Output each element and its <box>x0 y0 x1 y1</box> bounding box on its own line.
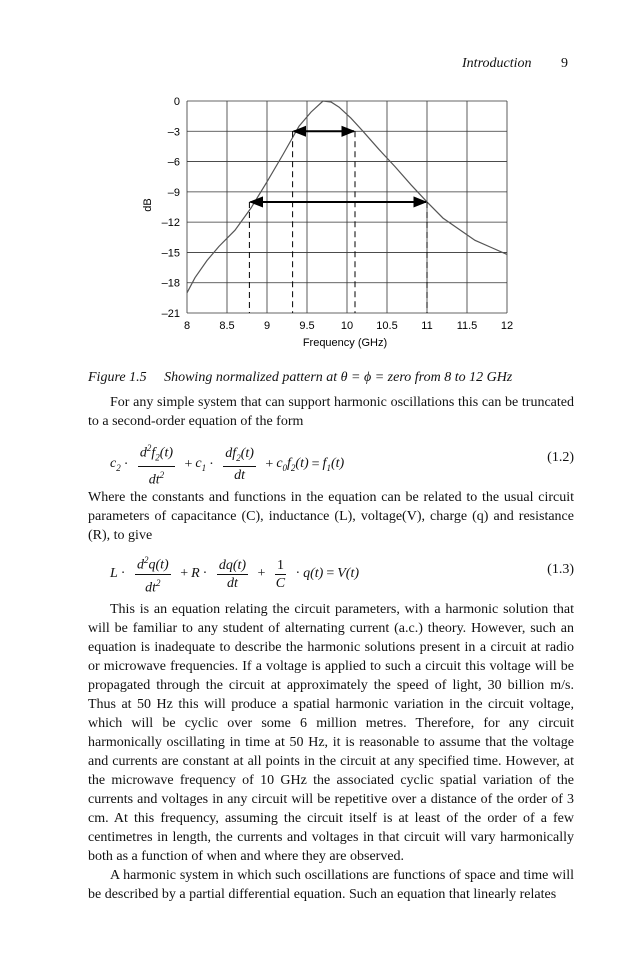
equation-1-2: $c_2$ · $\frac{d^2f_2(t)}{dt^2}$ + $c_1$ · $\frac{df_2(t)}{dt}$ + $c_0f_2(t) = f_1(t)$ (1.2) <box>110 440 574 480</box>
x-tick-label: 9.5 <box>299 320 315 332</box>
page-number: 9 <box>561 56 568 71</box>
x-tick-label: 8.5 <box>219 320 235 332</box>
y-tick-label: –12 <box>161 217 180 230</box>
y-tick-label: –9 <box>167 186 180 199</box>
x-tick-label: 10 <box>340 320 354 332</box>
y-tick-label: –3 <box>167 126 180 139</box>
y-tick-label: –15 <box>161 247 180 260</box>
running-head-title: Introduction <box>462 56 532 71</box>
equation-number-1-2: (1.2) <box>547 450 574 465</box>
frequency-response-chart <box>0 0 638 360</box>
paragraph-4: A harmonic system in which such oscillations are functions of space and time will be described by a partial differential equation. Such an equation that linearly relates <box>88 868 574 902</box>
x-tick-label: 9 <box>263 320 271 332</box>
x-tick-label: 11 <box>421 320 433 332</box>
figure-label: Figure 1.5 <box>88 370 147 385</box>
paragraph-1: For any simple system that can support harmonic oscillations this can be truncated to a second-order equation of the form <box>88 395 574 429</box>
y-tick-label: 0 <box>173 96 180 108</box>
equation-1-3: L · $\frac{d^2q(t)}{dt^2}$ + R · $\frac{dq(t)}{dt}$ + $\frac{1}{C}$ · q(t) = V(t) (1.3) <box>110 552 574 592</box>
chart-grid <box>187 101 507 313</box>
paragraph-3: This is an equation relating the circuit parameters, with a harmonic solution that will be familiar to any student of alternating current (a.c.) theory. However, such an equation is inadequate to describe the harmonic solutions present in a circuit at radio or microwave frequencies. If a voltage is applied to such a circuit this voltage will be propagated through the circuit at approximately the speed of light, 30 billion m/s. Thus at 50 Hz this will produce a spatial harmonic variation in the circuit voltage, which will be cyclic over some 6 million metres. Therefore, for any circuit harmonically oscillating in time at 50 Hz, it is reasonable to assume that the voltage and currents are constant at all points in the circuit at any specified time. However, at the microwave frequency of 10 GHz the associated cyclic spatial variation of the currents and voltages in any circuit will be repetitive over a distance of the order of 3 cm. At this frequency, assuming the circuit itself is at least of the order of a few centimetres in length, the currents and voltages in that circuit will vary harmonically both as a function of when and where they are observed. <box>88 602 574 864</box>
x-tick-labels <box>184 320 513 332</box>
y-tick-label: –21 <box>161 308 180 320</box>
figure-caption <box>88 370 512 386</box>
x-tick-label: 12 <box>500 320 514 332</box>
y-tick-labels <box>162 96 180 320</box>
y-axis-label: dB <box>142 198 154 212</box>
figure-caption-text: Showing normalized pattern at θ = ϕ = zero from 8 to 12 GHz <box>164 370 513 385</box>
x-axis-label: Frequency (GHz) <box>302 337 388 349</box>
x-tick-label: 11.5 <box>456 320 478 332</box>
y-tick-label: –6 <box>167 156 180 169</box>
x-tick-label: 10.5 <box>376 320 398 332</box>
x-tick-label: 8 <box>183 320 191 332</box>
paragraph-2: Where the constants and functions in the equation can be related to the usual circuit parameters of capacitance (C), inductance (L), voltage(V), charge (q) and resistance (R), to give <box>88 490 574 543</box>
y-tick-label: –18 <box>161 277 180 290</box>
equation-number-1-3: (1.3) <box>547 562 574 577</box>
